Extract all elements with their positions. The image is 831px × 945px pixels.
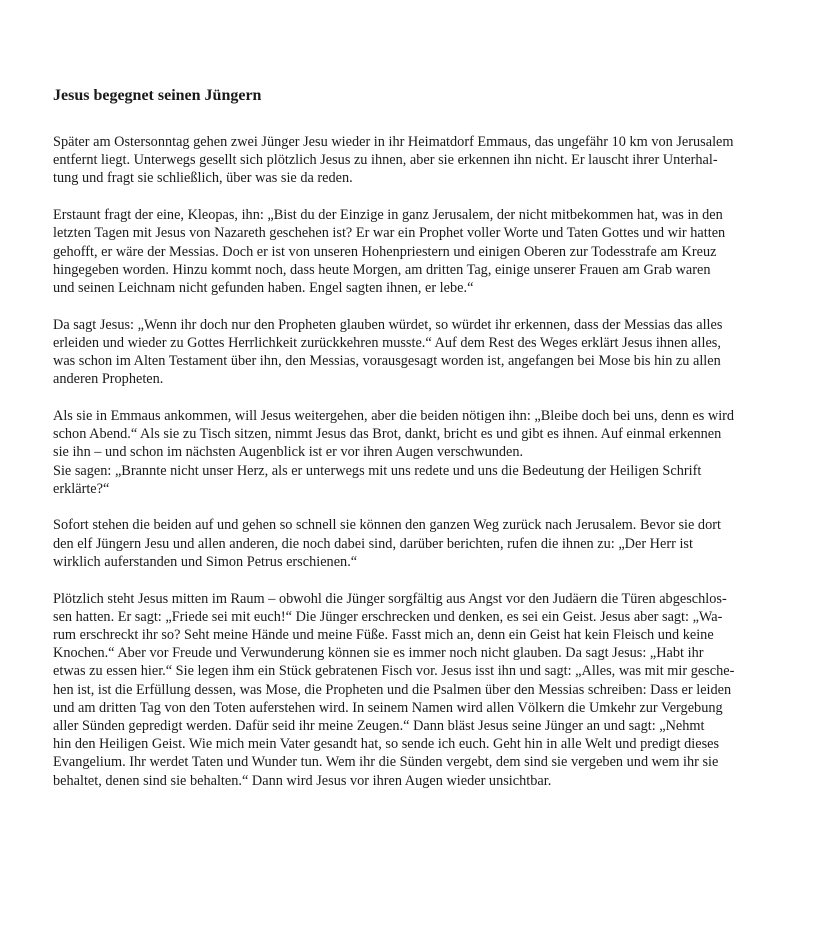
text-line: behaltet, denen sind sie behalten.“ Dann wird Jesus vor ihren Augen wieder unsichtbar. [53,772,552,789]
text-line: wirklich auferstanden und Simon Petrus erschienen.“ [53,553,358,570]
text-line: entfernt liegt. Unterwegs gesellt sich plötzlich Jesus zu ihnen, aber sie erkennen ihn nicht. Er lauscht ihrer Unterhal- [53,152,718,169]
document-page [53,85,781,808]
text-line: aller Sünden gepredigt werden. Dafür seid ihr meine Zeugen.“ Dann bläst Jesus seine Jünger an und sagt: „Nehmt [53,717,705,734]
text-line: was schon im Alten Testament über ihn, den Messias, vorausgesagt worden ist, angefangen bei Mose bis hin zu allen [53,353,721,370]
text-line: etwas zu essen hier.“ Sie legen ihm ein Stück gebratenen Fisch vor. Jesus isst ihn und sagt: „Alles, was mit mir gesche- [53,663,735,680]
text-line: tung und fragt sie schließlich, über was sie da reden. [53,170,353,187]
text-line: Erstaunt fragt der eine, Kleopas, ihn: „Bist du der Einzige in ganz Jerusalem, der nicht mitbekommen hat, was in den [53,207,723,224]
text-line: Da sagt Jesus: „Wenn ihr doch nur den Propheten glauben würdet, so würdet ihr erkennen, dass der Messias das alles [53,316,723,333]
text-line: Als sie in Emmaus ankommen, will Jesus weitergehen, aber die beiden nötigen ihn: „Bleibe doch bei uns, denn es wird [53,407,735,424]
text-line: und am dritten Tag von den Toten auferstehen wird. In seinem Namen wird allen Völkern die Umkehr zur Vergebung [53,699,723,716]
text-line: den elf Jüngern Jesu und allen anderen, die noch dabei sind, darüber berichten, rufen die ihnen zu: „Der Herr ist [53,535,693,552]
paragraph-5 [53,516,781,571]
text-line: anderen Propheten. [53,371,164,388]
text-line: Evangelium. Ihr werdet Taten und Wunder tun. Wem ihr die Sünden vergebt, dem sind sie vergeben und wem ihr sie [53,754,719,771]
text-line: hin den Heiligen Geist. Wie mich mein Vater gesandt hat, so sende ich euch. Geht hin in alle Welt und predigt dieses [53,736,720,753]
paragraph-6 [53,590,781,790]
paragraph-3 [53,316,781,389]
paragraph-4 [53,407,781,498]
text-line: hen ist, ist die Erfüllung dessen, was Mose, die Propheten und die Psalmen über den Messias schreiben: Dass er leiden [53,681,732,698]
text-line: Später am Ostersonntag gehen zwei Jünger Jesu wieder in ihr Heimatdorf Emmaus, das ungefähr 10 km von Jerusalem [53,134,734,150]
document-body [53,133,781,790]
paragraph-1 [53,133,781,188]
text-line: rum erschreckt ihr so? Seht meine Hände und meine Füße. Fasst mich an, denn ein Geist hat kein Fleisch und keine [53,626,714,643]
text-line: sie ihn – und schon im nächsten Augenblick ist er vor ihren Augen verschwunden. [53,444,524,461]
text-line: Knochen.“ Aber vor Freude und Verwunderung können sie es immer noch nicht glauben. Da sagt Jesus: „Habt ihr [53,645,704,662]
text-line: Sofort stehen die beiden auf und gehen so schnell sie können den ganzen Weg zurück nach Jerusalem. Bevor sie dort [53,517,721,534]
text-line: hingegeben worden. Hinzu kommt noch, dass heute Morgen, am dritten Tag, einige unserer Frauen am Grab waren [53,261,711,278]
text-line: schon Abend.“ Als sie zu Tisch sitzen, nimmt Jesus das Brot, dankt, bricht es und gibt es ihnen. Auf einmal erkennen [53,426,722,443]
text-line: letzten Tagen mit Jesus von Nazareth geschehen ist? Er war ein Prophet voller Worte und Taten Gottes und wir hatten [53,225,726,242]
page-title: Jesus begegnet seinen Jüngern [53,87,262,104]
text-line: Plötzlich steht Jesus mitten im Raum – obwohl die Jünger sorgfältig aus Angst vor den Judäern die Türen abgeschlos- [53,590,727,607]
text-line: sen hatten. Er sagt: „Friede sei mit euch!“ Die Jünger erschrecken und denken, es sei ein Geist. Jesus aber sagt: „Wa- [53,608,723,625]
text-line: erklärte?“ [53,480,110,497]
text-line: erleiden und wieder zu Gottes Herrlichkeit zurückkehren musste.“ Auf dem Rest des Weges erklärt Jesus ihnen alles, [53,334,721,351]
paragraph-2 [53,206,781,297]
text-line: Sie sagen: „Brannte nicht unser Herz, als er unterwegs mit uns redete und uns die Bedeutung der Heiligen Schrift [53,462,702,479]
text-line: gehofft, er wäre der Messias. Doch er ist von unseren Hohenpriestern und einigen Oberen zur Todesstrafe am Kreuz [53,243,717,260]
text-line: und seinen Leichnam nicht gefunden haben. Engel sagten ihnen, er lebe.“ [53,279,474,296]
